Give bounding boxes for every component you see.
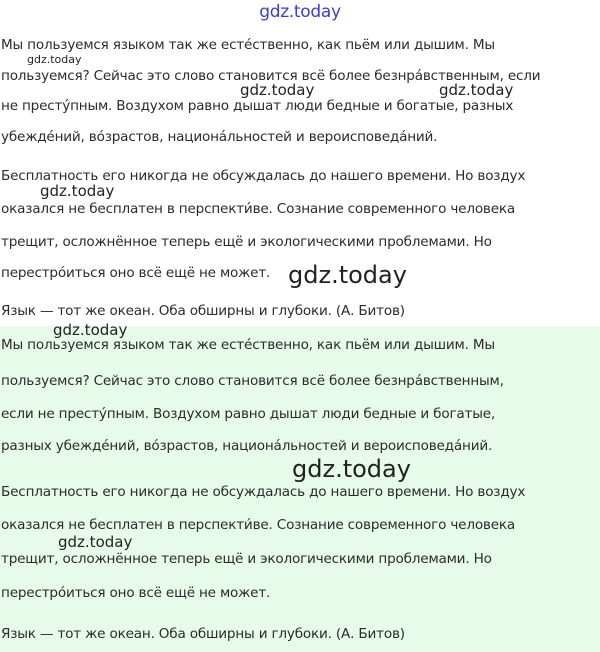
watermark: gdz.today <box>40 182 115 200</box>
text-line: оказался не бесплатен в перспекти́ве. Сознание современного человека <box>1 201 516 217</box>
text-line: Мы пользуемся языком так же есте́ственно, как пьём или дышим. Мы <box>1 37 495 53</box>
text-line: Бесплатность его никогда не обсуждалась до нашего времени. Но воздух <box>1 484 526 500</box>
watermark: gdz.today <box>288 261 407 289</box>
text-line: трещит, осложнённое теперь ещё и экологическими проблемами. Но <box>1 551 492 567</box>
text-line: перестро́иться оно всё ещё не может. <box>1 265 271 281</box>
text-line: оказался не бесплатен в перспекти́ве. Сознание современного человека <box>1 517 516 533</box>
text-line: Язык — тот же океан. Оба обширны и глубоки. (А. Битов) <box>1 626 405 642</box>
text-line: пользуемся? Сейчас это слово становится всё более безнра́вственным, если <box>1 68 541 84</box>
watermark: gdz.today <box>58 533 133 551</box>
text-line: убежде́ний, во́зрастов, национа́льностей и вероисповеда́ний. <box>1 129 438 145</box>
watermark-top: gdz.today <box>259 2 341 22</box>
watermark: gdz.today <box>27 53 82 66</box>
text-line: перестро́иться оно всё ещё не может. <box>1 585 271 601</box>
text-line: Бесплатность его никогда не обсуждалась до нашего времени. Но воздух <box>1 168 526 184</box>
watermark: gdz.today <box>53 321 128 339</box>
watermark: gdz.today <box>292 455 411 483</box>
watermark: gdz.today <box>439 81 514 99</box>
watermark: gdz.today <box>240 81 315 99</box>
text-line: если не престу́пным. Воздухом равно дышат люди бедные и богатые, <box>1 406 496 422</box>
text-line: не престу́пным. Воздухом равно дышат люди бедные и богатые, разных <box>1 98 514 114</box>
text-line: трещит, осложнённое теперь ещё и экологическими проблемами. Но <box>1 234 492 250</box>
text-line: Язык — тот же океан. Оба обширны и глубоки. (А. Битов) <box>1 303 405 319</box>
text-line: Мы пользуемся языком так же есте́ственно, как пьём или дышим. Мы <box>1 337 495 353</box>
text-line: пользуемся? Сейчас это слово становится всё более безнра́вственным, <box>1 373 504 389</box>
text-line: разных убежде́ний, во́зрастов, национа́льностей и вероисповеда́ний. <box>1 438 493 454</box>
